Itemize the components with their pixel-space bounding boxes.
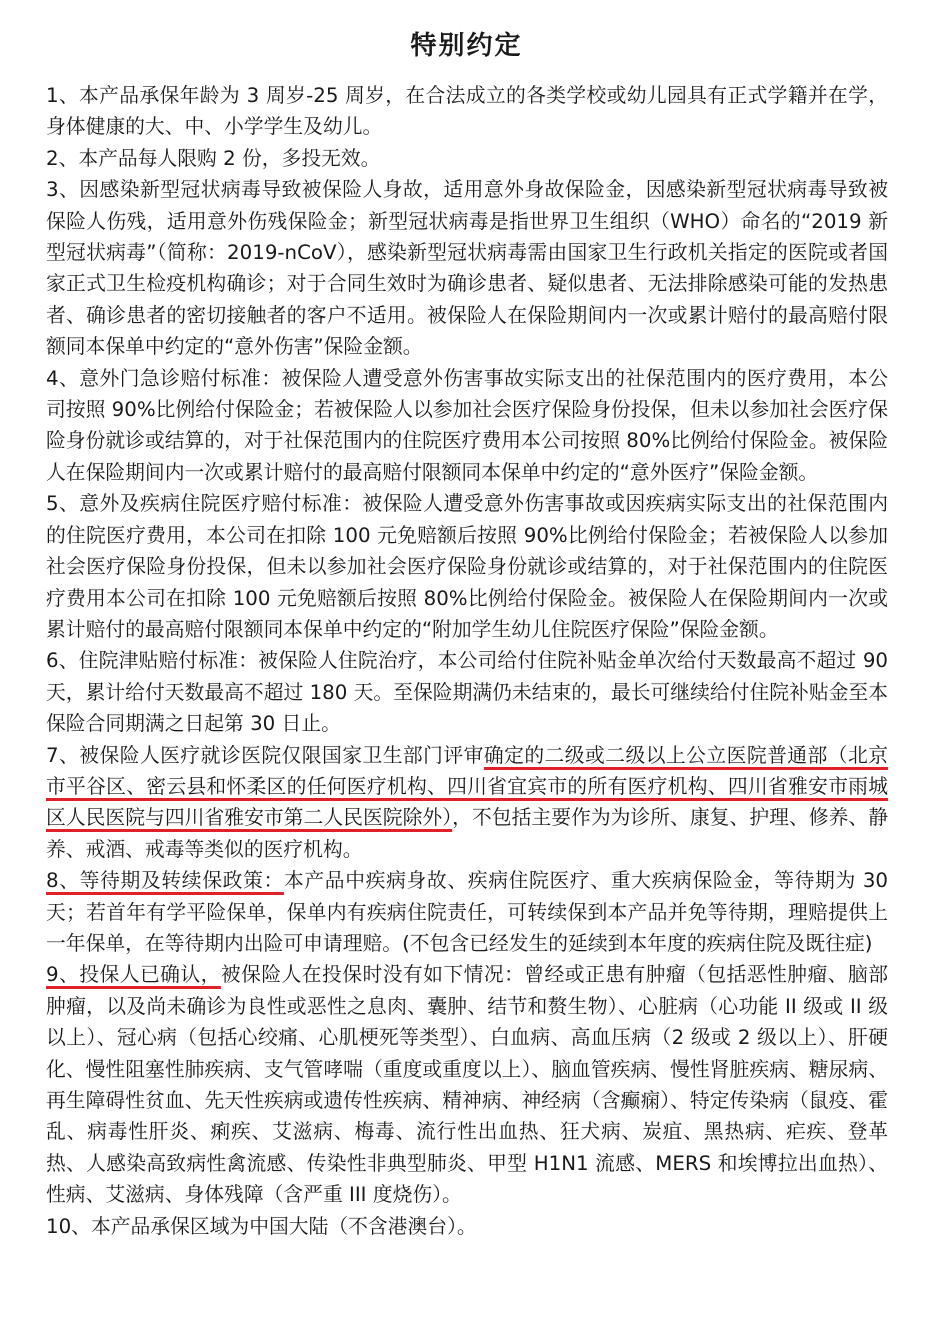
clause-8-heading-underlined: 8、等待期及转续保政策：	[46, 869, 284, 893]
clause-9	[46, 959, 888, 1210]
clause-7-exclusions: ，不包括主要作为为诊所、康复、护理、修养、静养、戒酒、戒毒等类似的医疗机构。	[46, 806, 888, 861]
clause-9-text: 被保险人在投保时没有如下情况：曾经或正患有肿瘤（包括恶性肿瘤、脑部肿瘤，以及尚未确诊为良性或恶性之息肉、囊肿、结节和赘生物）、心脏病（心功能 II 级或 II 级以上）、冠心病（包括心绞痛、心肌梗死等类型）、白血病、高血压病（2 级或 2 级以上）、肝硬化、慢性阻塞性肺疾病、支气管哮喘（重度或重度以上）、脑血管疾病、慢性肾脏疾病、糖尿病、再生障碍性贫血、先天性疾病或遗传性疾病、精神病、神经病（含癫痫）、特定传染病（鼠疫、霍乱、病毒性肝炎、痢疾、艾滋病、梅毒、流行性出血热、狂犬病、炭疽、黑热病、疟疾、登革热、人感染高致病性禽流感、传染性非典型肺炎、甲型 H1N1 流感、MERS 和埃博拉出血热）、性病、艾滋病、身体残障（含严重 III 度烧伤）。	[46, 963, 888, 1207]
clause-4: 4、意外门急诊赔付标准：被保险人遭受意外伤害事故实际支出的社保范围内的医疗费用，本公司按照 90%比例给付保险金；若被保险人以参加社会医疗保险身份投保，但未以参加社会医疗保险身份就诊或结算的，对于社保范围内的住院医疗费用本公司按照 80%比例给付保险金。被保险人在保险期间内一次或累计赔付的最高赔付限额同本保单中约定的“意外医疗”保险金额。	[46, 366, 888, 484]
clause-3: 3、因感染新型冠状病毒导致被保险人身故，适用意外身故保险金，因感染新型冠状病毒导致被保险人伤残，适用意外伤残保险金；新型冠状病毒是指世界卫生组织（WHO）命名的“2019 新型冠状病毒”（简称：2019-nCoV），感染新型冠状病毒需由国家卫生行政机关指定的医院或者国家正式卫生检疫机构确诊；对于合同生效时为确诊患者、疑似患者、无法排除感染可能的发热患者、确诊患者的密切接触者的客户不适用。被保险人在保险期间内一次或累计赔付的最高赔付限额同本保单中约定的“意外伤害”保险金额。	[46, 178, 888, 359]
clause-9-heading-underlined: 9、投保人已确认，	[46, 963, 221, 987]
clause-7-hospital-scope-underlined: 确定的二级或二级以上公立医院普通部（北京市平谷区、密云县和怀柔区的任何医疗机构、四川省宜宾市的所有医疗机构、四川省雅安市雨城区人民医院与四川省雅安市第二人民医院除外）	[46, 743, 888, 830]
clauses-body	[46, 80, 888, 1242]
clause-7	[46, 740, 888, 866]
page-title: 特别约定	[410, 31, 523, 61]
clause-7-intro: 7、被保险人医疗就诊医院仅限国家卫生部门评审	[46, 743, 484, 767]
clause-5: 5、意外及疾病住院医疗赔付标准：被保险人遭受意外伤害事故或因疾病实际支出的社保范围内的住院医疗费用，本公司在扣除 100 元免赔额后按照 90%比例给付保险金；若被保险人以参加社会医疗保险身份投保，但未以参加社会医疗保险身份就诊或结算的，对于社保范围内的住院医疗费用本公司在扣除 100 元免赔额后按照 80%比例给付保险金。被保险人在保险期间内一次或累计赔付的最高赔付限额同本保单中约定的“附加学生幼儿住院医疗保险”保险金额。	[46, 492, 888, 641]
clause-1: 1、本产品承保年龄为 3 周岁-25 周岁，在合法成立的各类学校或幼儿园具有正式学籍并在学，身体健康的大、中、小学学生及幼儿。	[46, 84, 888, 139]
clause-2: 2、本产品每人限购 2 份，多投无效。	[46, 146, 381, 170]
clause-8-text: 本产品中疾病身故、疾病住院医疗、重大疾病保险金，等待期为 30 天；若首年有学平险保单，保单内有疾病住院责任，可转续保到本产品并免等待期，理赔提供上一年保单，在等待期内出险可申请理赔。(不包含已经发生的延续到本年度的疾病住院及既往症)	[46, 869, 888, 955]
clause-8	[46, 865, 888, 959]
clause-10: 10、本产品承保区域为中国大陆（不含港澳台）。	[46, 1214, 477, 1238]
clause-6: 6、住院津贴赔付标准：被保险人住院治疗，本公司给付住院补贴金单次给付天数最高不超过 90 天，累计给付天数最高不超过 180 天。至保险期满仍未结束的，最长可继续给付住院补贴金至本保险合同期满之日起第 30 日止。	[46, 649, 888, 736]
